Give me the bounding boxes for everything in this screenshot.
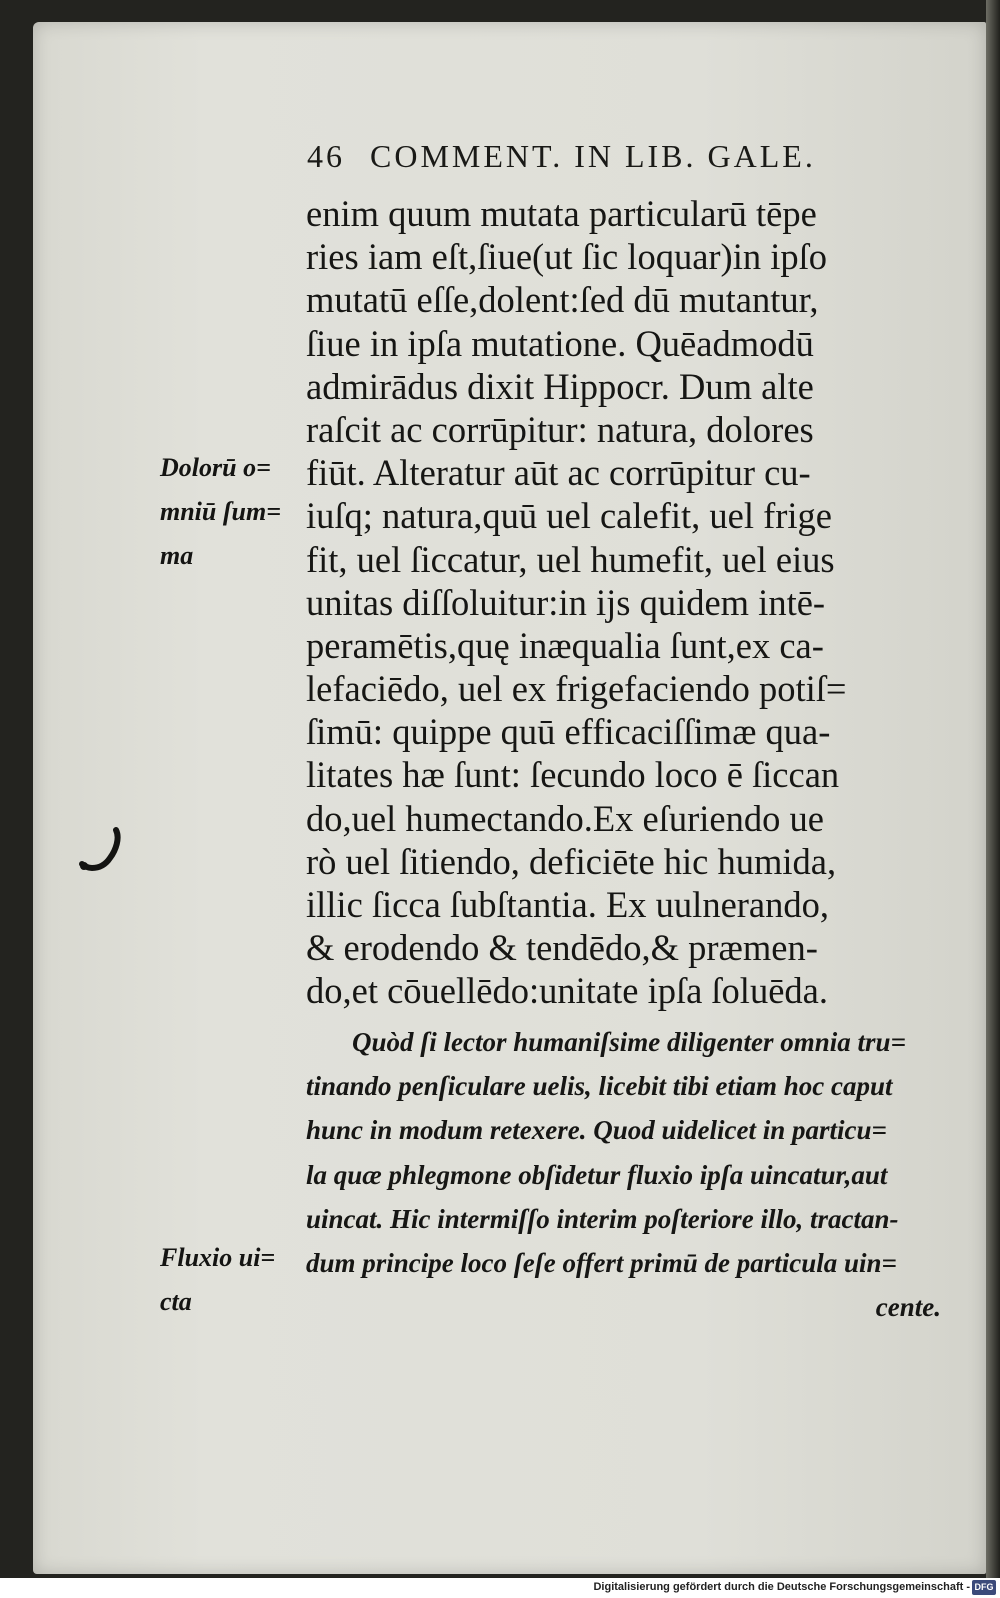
text-line: do,et cōuellēdo:unitate ipſa ſoluēda. [306,970,828,1012]
italic-line: uincat. Hic intermiſſo interim poſteriore illo, tractan- [306,1203,899,1234]
text-line: ries iam eſt,ſiue(ut ſic loquar)in ipſo [306,236,827,278]
text-line: admirādus dixit Hippocr. Dum alte [306,365,814,407]
italic-line: tinando penſiculare uelis, licebit tibi etiam hoc caput [306,1071,893,1102]
marginal-note-line: ma [160,541,194,570]
text-line: lefaciēdo, uel ex frigefaciendo potiſ= [306,668,847,710]
text-line: litates hæ ſunt: ſecundo loco ē ſiccan [306,754,840,796]
text-line: peramētis,quę inæqualia ſunt,ex ca- [306,624,824,666]
page-edge-shadow [986,0,1000,1578]
text-line: & erodendo & tendēdo,& præmen- [306,927,818,969]
text-line: rò uel ſitiendo, deficiēte hic humida, [306,840,837,882]
marginal-note-line: mniū ſum= [160,497,282,526]
marginal-note-line: Dolorū o= [160,453,271,482]
handwritten-mark-icon [76,826,126,876]
italic-line: Quòd ſi lector humaniſsime diligenter omnia tru= [352,1027,906,1057]
text-line: fiūt. Alteratur aūt ac corrūpitur cu- [306,452,811,494]
italic-line: la quæ phlegmone obſidetur fluxio ipſa uincatur,aut [306,1159,888,1190]
running-head [307,138,947,175]
text-line: unitas diſſoluitur:in ijs quidem intē- [306,581,826,623]
text-line: iuſq; natura,quū uel calefit, uel frige [306,495,833,537]
marginal-note-line: cta [160,1287,192,1316]
text-line: enim quum mutata particularū tēpe [306,193,817,234]
italic-commentary-block [306,1020,951,1329]
italic-line: cente. [875,1292,941,1323]
text-line: illic ſicca ſubſtantia. Ex uulnerando, [306,884,829,925]
text-line: fit, uel ſiccatur, uel humefit, uel eius [306,538,835,580]
dfg-logo: DFG [972,1580,996,1595]
page-number: 46 [307,138,345,174]
running-title: COMMENT. IN LIB. GALE. [370,138,816,174]
italic-line: dum principe loco ſeſe offert primū de particula uin= [306,1247,897,1278]
text-line: ſiue in ipſa mutatione. Quēadmodū [306,322,814,364]
marginal-note-line: Fluxio ui= [160,1243,276,1272]
italic-line: hunc in modum retexere. Quod uidelicet in particu= [306,1115,887,1146]
digitization-credit: Digitalisierung gefördert durch die Deutsche Forschungsgemeinschaft - [593,1581,970,1593]
text-line: mutatū eſſe,dolent:ſed dū mutantur, [306,279,819,321]
text-line: ſimū: quippe quū efficaciſſimæ qua- [306,711,831,753]
main-text-block [306,192,951,1013]
marginal-note [160,1236,300,1324]
marginal-note [160,446,300,578]
text-line: do,uel humectando.Ex eſuriendo ue [306,797,824,839]
text-line: raſcit ac corrūpitur: natura, dolores [306,408,814,450]
